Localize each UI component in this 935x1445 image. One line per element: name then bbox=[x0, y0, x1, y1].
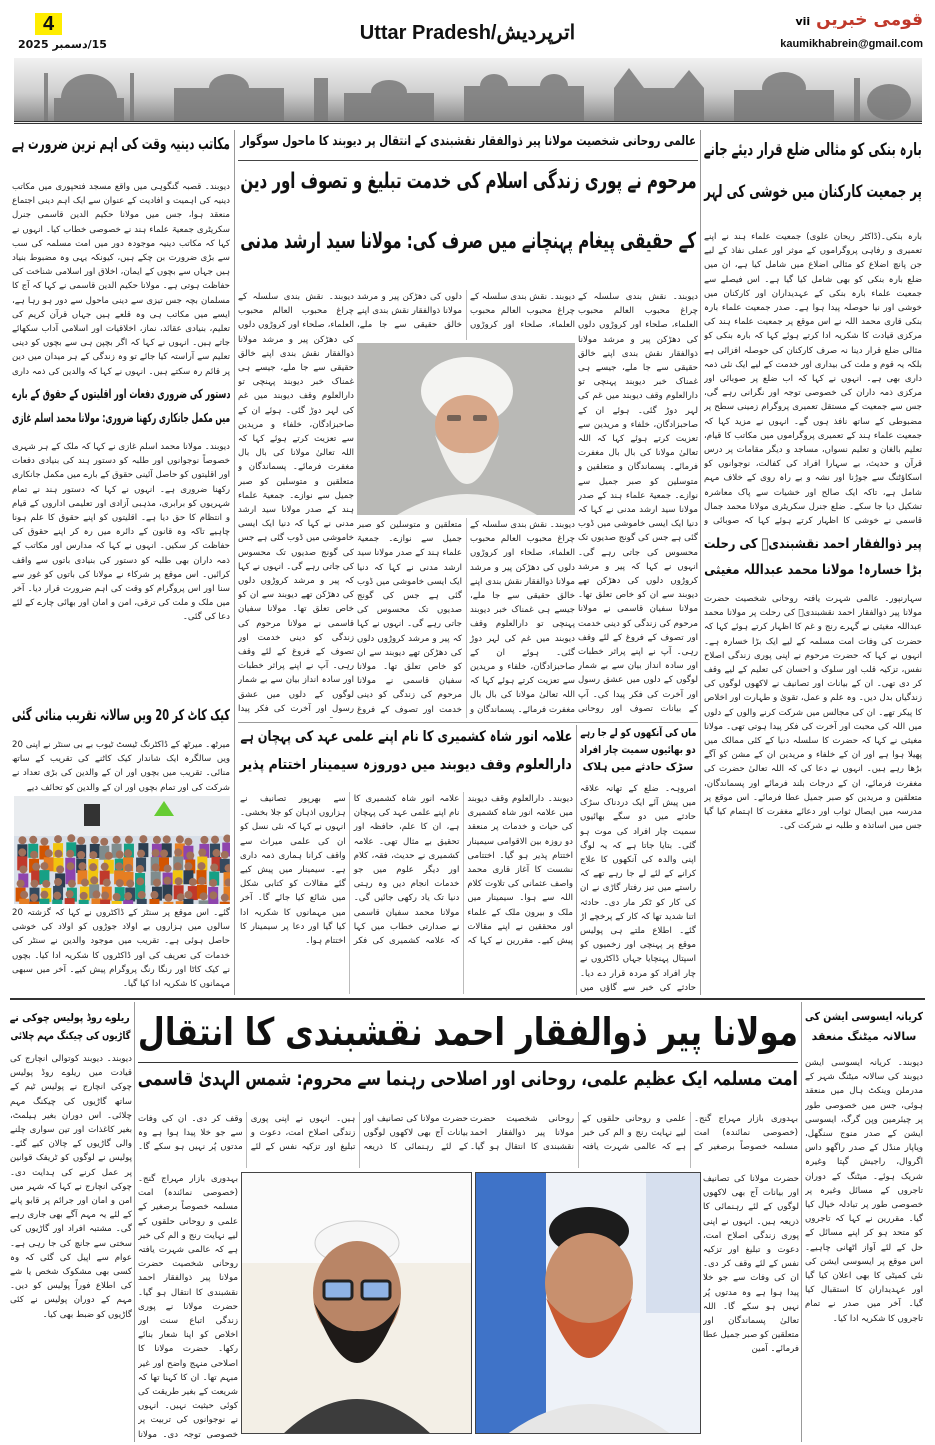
crowd-person-head bbox=[32, 863, 40, 871]
column-rule bbox=[134, 1002, 135, 1442]
crowd-person-body bbox=[199, 900, 209, 904]
crowd-person-head bbox=[189, 878, 197, 886]
event-crowd-photo bbox=[14, 796, 230, 904]
crowd-person-head bbox=[164, 894, 172, 902]
crowd-person-head bbox=[174, 862, 182, 870]
crowd-person-body bbox=[52, 900, 62, 904]
crowd-person-head bbox=[198, 849, 206, 857]
crowd-person-head bbox=[150, 891, 158, 899]
crowd-person-head bbox=[160, 849, 168, 857]
crowd-person-head bbox=[68, 880, 76, 888]
article-body: دیوبند۔ کریانہ ایسوسی ایشن دیوبند کی سالانہ میٹنگ شہر کے مدرملن وینکٹ ہال میں منعقد ہوئی، جس میں خصوصی طور پر چیئرمین وپن گرگ، ایسوسی ایشن کے صدر منوج سنگھل، ویاپار منڈل کے صدر راگھو داس اگروال، راجیش گپتا وغیرہ شریک ہوئے۔ میٹنگ کے دوران تاجروں کے مسائل وغیرہ پر خصوصی طور پر تبادلہ خیال کیا گیا۔ مقررین نے کہا کہ تاجروں کو متحد ہو کر اپنے مسائل کے حل کے لئے آواز اٹھانی چاہیے۔ اس موقع پر ایسوسی ایشن کی نئی کمیٹی کا بھی اعلان کیا گیا اور عہدیداران کا استقبال کیا گیا۔ آخر میں صدر نے تمام تاجروں کا شکریہ ادا کیا۔ bbox=[805, 1058, 923, 1324]
crowd-person-head bbox=[77, 851, 85, 859]
article-body: بہدوری بازار مہراج گنج۔ (خصوصی نمائندہ) امت مسلمہ خصوصاً برصغیر کے علمی و روحانی حلقوں کے لیے نہایت رنج و الم کی خبر ہے کہ عالمی شہرت یافتہ روحانی شخصیت حضرت مولانا پیر ذوالفقار احمد نقشبندی کا انتقال ہو گیا۔ bbox=[470, 1114, 798, 1153]
crowd-person-head bbox=[29, 836, 37, 844]
article-body-continued-right: حضرت مولانا کی تصانیف اور بیانات آج بھی لاکھوں لوگوں کے لئے رہنمائی کا ذریعہ ہیں۔ انہوں نے اپنی پوری زندگی اصلاح امت، دعوت و تبلیغ اور تزکیہ نفس کے لئے وقف کر دی۔ ان کی وفات سے جو خلا پیدا ہوا ہے وہ مدتوں پُر نہیں ہو سکے گا۔ اللہ تعالیٰ پسماندگان اور متعلقین کو صبر جمیل عطا فرمائے۔ آمین bbox=[703, 1174, 799, 1355]
crowd-person-head bbox=[66, 850, 74, 858]
headline-text: سالانہ میٹنگ منعقد bbox=[811, 1030, 917, 1043]
crowd-person-body bbox=[19, 899, 29, 904]
crowd-person-head bbox=[175, 877, 183, 885]
crowd-person-head bbox=[184, 862, 192, 870]
article-body-col1: دیوبند۔ نقش بندی سلسلہ کے چراغ محبوب العالم محبوب العلماء، صلحاء اور کروڑوں دلوں کی دھڑکن پیر و مرشد مولانا ذوالفقار نقش بندی اپنے خالق حقیقی سے جا ملے، جیسے ہی غمناک خبر دیوبند پہنچی تو دارالعلوم وقف دیوبند میں غم کی لہر دوڑ گئی۔ ہوئے ان کے صاحبزادگان، خلفاء و مریدین سے تعزیت کرتے ہوئے کہا کہ اللہ تعالیٰ مولانا کی بال بال مغفرت فرمائے۔ پسماندگان و متعلقین و متوسلین کو صبر جمیل سے نوازے۔ جمعیۃ علماء ہند کے صدر مولانا سید ارشد مدنی نے کہا کہ دنیا ایک ایسی خاموشی میں ڈوب گئی ہے جس کی گونج صدیوں تک محسوس کی جاتی رہے گی۔ انہوں نے کہا کہ پیر و مرشد کروڑوں دلوں کی دھڑکن تھے دیوبند سے ان کو خاص تعلق تھا۔ مولانا سفیان قاسمی نے مولانا مرحوم کی زندگی کو دینی خدمت اور تصوف کے فروغ کے لئے وقف رہی۔ آپ نے اپنے پراثر خطبات اور سادہ انداز بیان سے بے شمار لوگوں کے دلوں میں عشق رسول اور آخرت کی فکر پیدا کی۔ آپ کے بیانات تصوف اور روحانی bbox=[578, 292, 698, 714]
article-body: میرٹھ۔ میرٹھ کے ڈاکٹرنگ ٹیسٹ ٹیوب بے بی سنٹر نے اپنی 20 ویں سالگرہ ایک شاندار کیک کاٹنے کی تقریب کے ساتھ منائی۔ تقریب میں بچوں اور ان کے والدین کی بڑی تعداد نے شرکت کی اور تمام بچوں اور ان کے والدین کو تحائف دیے bbox=[12, 740, 230, 793]
crowd-person-head bbox=[67, 834, 75, 842]
crowd-person-head bbox=[153, 879, 161, 887]
crowd-person-head bbox=[90, 876, 98, 884]
crowd-person-head bbox=[138, 891, 146, 899]
crowd-person-body bbox=[100, 900, 110, 904]
article-body: سہارنپور۔ عالمی شہرت یافتہ روحانی شخصیت حضرت مولانا پیر ذوالفقار احمد نقشبندیؒ کی رحلت پر مولانا محمد عبداللہ مغیثی نے گہرے رنج و غم کا اظہار کرتے ہوئے کہا کہ حضرت کی وفات امت مسلمہ کے لیے ایک بڑا خسارہ ہے۔ انہوں نے کہا کہ حضرت مرحوم نے اپنی پوری زندگی اصلاح نفس، تزکیہ قلب اور سلوک و احسان کی تعلیم کے لیے وقف کر دی تھی۔ ان کے بیانات اور تصانیف نے لاکھوں لوگوں کی زندگیاں بدل دیں۔ وہ علم و عمل، تقویٰ و طہارت اور اخلاص کا پیکر تھے۔ ان کی مجالس میں شرکت کرنے والوں کے دلوں میں اللہ کی محبت اور آخرت کی فکر پیدا ہوتی تھی۔ مولانا مغیثی نے کہا کہ حضرت کا سلسلہ دنیا کے کئی ممالک میں پھیلا ہوا ہے اور ان کے خلفاء و مریدین ان کے مشن کو آگے بڑھا رہے ہیں۔ انہوں نے دعا کی کہ اللہ تعالیٰ حضرت کی مغفرت فرمائے، ان کے درجات بلند فرمائے اور پسماندگان، متعلقین و مریدین کو صبر جمیل عطا فرمائے۔ اس موقع پر مدرسہ میں ایصال ثواب اور دعائے مغفرت کا اہتمام کیا گیا جس میں اساتذہ و طلبہ نے شرکت کی۔ bbox=[704, 594, 922, 832]
crowd-person-head bbox=[103, 879, 111, 887]
headline bbox=[136, 1004, 800, 1060]
headline bbox=[10, 706, 232, 725]
crowd-person-head bbox=[198, 877, 206, 885]
crowd-person-head bbox=[30, 851, 38, 859]
crowd-person-head bbox=[137, 850, 145, 858]
headline-text: کریانہ ایسوسی ایشن کی bbox=[804, 1010, 924, 1023]
crowd-person-head bbox=[210, 864, 218, 872]
headline bbox=[803, 1010, 925, 1024]
logo-text: قومی خبریں bbox=[816, 10, 923, 30]
crowd-person-head bbox=[125, 864, 133, 872]
crowd-person-head bbox=[116, 879, 124, 887]
headline-text: بارہ بنکی کو مثالی ضلع قرار دیئے جانے bbox=[703, 140, 923, 160]
crowd-person-head bbox=[113, 893, 121, 901]
crowd-person-head bbox=[164, 865, 172, 873]
subheadline bbox=[702, 182, 924, 203]
crowd-person-head bbox=[89, 863, 97, 871]
crowd-person-head bbox=[91, 836, 99, 844]
crowd-person-head bbox=[30, 894, 38, 902]
crowd-person-head bbox=[113, 836, 121, 844]
crowd-person-head bbox=[40, 862, 48, 870]
crowd-person-head bbox=[81, 879, 89, 887]
column-rule bbox=[700, 130, 701, 995]
crowd-person-head bbox=[40, 838, 48, 846]
headline bbox=[8, 1012, 132, 1025]
subheadline bbox=[136, 1068, 800, 1092]
article-body: دیوبند۔ مولانا محمد اسلم غازی نے کہا کہ ملک کے ہر شہری خصوصاً نوجوانوں اور طلبہ کو دستور ہند کی بنیادی دفعات اور اقلیتوں کو حاصل آئینی حقوق کے بارے میں مکمل جانکاری رکھنا ضروری ہے۔ انہوں نے کہا کہ دستور ہند نے تمام شہریوں کو برابری، مذہبی آزادی اور تعلیمی اداروں کے قیام و انتظام کا حق دیا ہے۔ اقلیتوں کو اپنے حقوق کا علم ہونا چاہیے تاکہ وہ قانون کے دائرہ میں رہ کر اپنے حقوق کی حفاظت کر سکیں۔ انہوں نے کہا کہ مدارس اور مکاتب کے ذمہ داران بھی طلبہ کو دستور کی بنیادی باتوں سے واقف کرائیں۔ اس موقع پر شرکاء نے مولانا کی باتوں کو غور سے سنا اور اس پروگرام کو وقت کی اہم ضرورت قرار دیا۔ آخر میں ملک و ملت کی ترقی، امن و امان اور بھائی چارے کے لئے دعا کی گئی۔ bbox=[12, 442, 230, 623]
crowd-person-body bbox=[65, 898, 75, 904]
subheadline bbox=[10, 410, 232, 426]
article-body-left: حضرت مولانا کی تصانیف اور بیانات آج بھی لاکھوں لوگوں کے لئے رہنمائی کا ذریعہ ہیں۔ انہوں نے اپنی پوری زندگی اصلاح امت، دعوت و تبلیغ اور تزکیہ نفس کے لئے وقف کر دی۔ ان کی وفات سے جو خلا پیدا ہوا ہے وہ مدتوں پُر نہیں ہو سکے گا۔ bbox=[138, 1114, 468, 1153]
crowd-person-head bbox=[212, 849, 220, 857]
crowd-person-head bbox=[45, 849, 53, 857]
crowd-person-head bbox=[184, 838, 192, 846]
headline bbox=[578, 727, 698, 740]
crowd-person-head bbox=[54, 878, 62, 886]
headline-text: ریلوے روڈ پولیس چوکی نے bbox=[10, 1012, 130, 1024]
crowd-person-head bbox=[152, 849, 160, 857]
crowd-person-body bbox=[137, 899, 147, 904]
headline-line3 bbox=[578, 761, 698, 774]
crowd-person-body bbox=[39, 899, 49, 904]
column-rule bbox=[576, 725, 577, 995]
headline-text: گاڑیوں کی چیکنگ مہم چلائی bbox=[10, 1030, 130, 1042]
article-body: دیوبند۔ دیوبند کوتوالی انچارج کی قیادت میں ریلوے روڈ پولیس چوکی انچارج نے پولیس ٹیم کے ساتھ گاڑیوں کی چیکنگ مہم چلائی۔ اس دوران بغیر ہیلمٹ، بغیر کاغذات اور تین سواری چلنے والی گاڑیوں کے چالان کیے گئے۔ پولیس نے لوگوں کو ٹریفک قوانین پر عمل کرنے کی ہدایت دی۔ چوکی انچارج نے کہا کہ شہر میں امن و امان اور جرائم پر قابو پانے کے لئے یہ مہم آگے بھی جاری رہے گی۔ مشتبہ افراد اور گاڑیوں کی سختی سے جانچ کی جا رہی ہے۔ عوام سے اپیل کی گئی کہ وہ کسی بھی مشکوک شخص یا شے کی اطلاع فوراً پولیس کو دیں۔ مہم کے دوران پولیس نے کئی گاڑیوں کو ضبط بھی کیا۔ bbox=[10, 1054, 132, 1320]
page-number: 4 bbox=[35, 13, 62, 35]
crowd-person-head bbox=[211, 836, 219, 844]
headline bbox=[238, 168, 698, 196]
headline-text: پیر ذوالفقار احمد نقشبندیؒ کی رحلت bbox=[704, 536, 922, 552]
contact-email: kaumikhabrein@gmail.com bbox=[780, 38, 923, 50]
crowd-person-head bbox=[77, 837, 85, 845]
crowd-person-head bbox=[66, 862, 74, 870]
crowd-person-body bbox=[220, 902, 230, 904]
crowd-person-head bbox=[66, 890, 74, 898]
headline-text: ماں کی آنکھوں کو لے جا رہے bbox=[579, 727, 697, 739]
headline-text: سڑک حادثے میں ہلاک bbox=[582, 761, 694, 773]
article-body-col3: دیوبند۔ نقش بندی سلسلہ کے چراغ محبوب العالم محبوب العلماء، صلحاء اور کروڑوں دلوں کی دھڑکن پیر و مرشد مولانا ذوالفقار نقش بندی اپنے خالق حقیقی سے جا ملے، جیسے ہی غمناک خبر دیوبند پہنچی تو دارالعلوم وقف دیوبند میں غم کی لہر دوڑ گئی۔ ہوئے ان کے صاحبزادگان، خلفاء و مریدین سے تعزیت کرتے ہوئے کہا کہ اللہ تعالیٰ مولانا کی بال بال مغفرت فرمائے۔ پسماندگان و متعلقین و متوسلین کو صبر جمیل سے نوازے۔ جمعیۃ علماء ہند کے صدر مولانا سید ارشد مدنی نے کہا کہ دنیا ایک ایسی خاموشی میں ڈوب گئی ہے جس کی گونج صدیوں تک محسوس کی جاتی رہے گی۔ انہوں نے کہا کہ پیر و مرشد کروڑوں دلوں کی دھڑکن تھے دیوبند سے ان کو خاص تعلق تھا۔ مولانا سفیان قاسمی نے مولانا مرحوم کی زندگی کو دینی خدمت اور تصوف کے فروغ کے لئے وقف رہی۔ آپ نے اپنے پراثر خطبات اور سادہ انداز بیان سے بے شمار لوگوں کے دلوں میں عشق رسول اور آخرت کی فکر پیدا bbox=[238, 292, 354, 714]
crowd-person-head bbox=[89, 851, 97, 859]
crowd-person-head bbox=[105, 852, 113, 860]
headline-text: مکاتب دینیہ وقت کی اہم ترین ضرورت ہے bbox=[11, 134, 231, 153]
headline-text: دو بھائیوں سمیت چار افراد bbox=[579, 744, 696, 756]
subheadline bbox=[238, 756, 574, 774]
crowd-person-head bbox=[80, 892, 88, 900]
crowd-person-head bbox=[136, 877, 144, 885]
crowd-person-head bbox=[152, 863, 160, 871]
crowd-person-head bbox=[30, 880, 38, 888]
crowd-person-head bbox=[54, 835, 62, 843]
crowd-person-head bbox=[124, 892, 132, 900]
crowd-person-head bbox=[56, 865, 64, 873]
crowd-person-head bbox=[18, 836, 26, 844]
crowd-person-body bbox=[79, 900, 89, 904]
headline-text: امت مسلمہ ایک عظیم علمی، روحانی اور اصلاحی رہنما سے محروم: شمس الہدیٰ قاسمی bbox=[138, 1068, 798, 1090]
crowd-person-head bbox=[124, 849, 132, 857]
crowd-person-head bbox=[174, 848, 182, 856]
crowd-person-body bbox=[29, 902, 39, 904]
crowd-person-head bbox=[200, 836, 208, 844]
article-body: بارہ بنکی۔(ڈاکٹر ریحان علوی) جمعیت علماء ہند نے اپنے تعمیری و رفاہی پروگراموں کے موثر اور عملی نفاذ کے لیے جن پانچ اضلاع کو مثالی اضلاع میں شامل کیا ہے، ان میں ضلع بارہ بنکی کو بھی شامل کیا گیا ہے۔ اس فیصلے سے جمعیت علماء بارہ بنکی کے عہدیداران اور کارکنان میں خوشی اور نیا حوصلہ پیدا ہوا ہے۔ صدر جمعیت علماء بارہ بنکی قاری محمد اللہ نے اس موقع پر جمعیت علماء ہند کی مرکزی قیادت کا شکریہ ادا کرتے ہوئے کہا کہ بارہ بنکی کو مثالی ضلع قرار دینا نہ صرف کارکنان کی حوصلہ افزائی ہے بلکہ یہ قوم و ملت کی بیداری اور خدمت کے لیے ایک نئی ذمہ داری بھی ہے۔ انہوں نے کہا کہ اب ضلع پر صوبائی اور مرکزی ذمہ داران کی خصوصی توجہ اور نگرانی رہے گی، جس سے جمعیت کے مستقل تعمیری پروگرام زمینی سطح پر مضبوطی کے ساتھ نافذ ہوں گے۔ انہوں نے مزید کہا کہ جمعیت علماء ہند کے تعمیری پروگراموں میں مکاتب کا قیام، تعلیم بالغان و تعلیم نسواں، مساجد و دیگر مقامات پر درس قرآن و حدیث، بے سہارا افراد کی کفالت، نوجوانوں کو اسکاؤٹنگ سے جوڑنا اور نشہ و بے راہ روی کے خلاف مہم شامل ہے، تاکہ ایک صالح اور خشیات سے پاک معاشرہ تشکیل دیا جا سکے۔ ضلع جنرل سکریٹری مولانا محمد جمال قاسمی نے خوشی کا اظہار کرتے ہوئے کہا کہ صوبائی و bbox=[704, 232, 922, 527]
crowd-person-head bbox=[20, 891, 28, 899]
headline-text: پر جمعیت کارکنان میں خوشی کی لہر bbox=[704, 182, 922, 202]
headline-text: دارالعلوم وقف دیوبند میں دوروزہ سیمینار اختتام پذیر bbox=[239, 757, 573, 773]
crowd-person-head bbox=[221, 894, 229, 902]
crowd-person-head bbox=[100, 838, 108, 846]
headline-text: عالمی روحانی شخصیت مولانا پیر ذوالفقار نقشبندی کے انتقال پر دیوبند کا ماحول سوگوار bbox=[240, 134, 696, 149]
crowd-person-head bbox=[176, 835, 184, 843]
crowd-person-body bbox=[208, 899, 218, 904]
crowd-person-body bbox=[123, 900, 133, 904]
crowd-person-body bbox=[183, 899, 193, 904]
kicker-headline bbox=[238, 134, 698, 150]
subheadline bbox=[702, 562, 924, 579]
section-rule bbox=[238, 722, 698, 723]
article-body-continued: بہدوری بازار مہراج گنج۔ (خصوصی نمائندہ) امت مسلمہ خصوصاً برصغیر کے علمی و روحانی حلقوں کے لیے نہایت رنج و الم کی خبر ہے کہ عالمی شہرت یافتہ روحانی شخصیت حضرت مولانا پیر ذوالفقار احمد نقشبندی کا انتقال ہو گیا۔ حضرت مولانا نے پوری زندگی اتباع سنت اور اخلاص کو اپنا شعار بنائے رکھا۔ حضرت مولانا کا اصلاحی منہج واضح اور غیر مبہم تھا۔ ان کا کہنا تھا کہ شریعت کے بغیر طریقت کی کوئی حیثیت نہیں۔ انہوں نے نوجوانوں کی تربیت پر خصوصی توجہ دی۔ مولانا bbox=[138, 1174, 238, 1440]
logo-mark-icon: vii bbox=[795, 15, 811, 28]
crowd-person-body bbox=[163, 902, 173, 904]
crowd-person-head bbox=[53, 892, 61, 900]
crowd-person-head bbox=[101, 863, 109, 871]
crowd-person-head bbox=[116, 851, 124, 859]
crowd-person-head bbox=[18, 848, 26, 856]
column-rule bbox=[801, 1002, 802, 1442]
crowd-person-body bbox=[149, 899, 159, 904]
headline-text: بڑا خسارہ! مولانا محمد عبداللہ مغیثی bbox=[704, 562, 922, 578]
masthead-logo bbox=[795, 10, 923, 30]
subheadline bbox=[238, 228, 698, 256]
maulana-portrait-photo bbox=[357, 343, 575, 515]
crowd-person-head bbox=[163, 835, 171, 843]
crowd-person-head bbox=[209, 879, 217, 887]
crowd-person-head bbox=[153, 836, 161, 844]
crowd-person-head bbox=[40, 891, 48, 899]
crowd-person-head bbox=[54, 850, 62, 858]
crowd-person-head bbox=[163, 877, 171, 885]
crowd-person-head bbox=[221, 851, 229, 859]
headline bbox=[702, 536, 924, 553]
headline-text: دستور کی ضروری دفعات اور اقلیتوں کے حقوق کے بارے bbox=[11, 386, 231, 401]
crowd-person-body bbox=[92, 898, 102, 904]
headline-rule bbox=[138, 1062, 798, 1063]
headline-text: مرحوم نے پوری زندگی اسلام کی خدمت تبلیغ و تصوف اور دین bbox=[239, 169, 697, 194]
banner-skyline-image bbox=[14, 58, 922, 124]
crowd-person-head bbox=[101, 892, 109, 900]
crowd-person-head bbox=[42, 880, 50, 888]
crowd-person-body bbox=[112, 901, 122, 904]
article-body-continued: گئے۔ اس موقع پر سنٹر کے ڈاکٹروں نے کہا کہ گزشتہ 20 سالوں میں ہزاروں بے اولاد جوڑوں کو اولاد کی خوشی حاصل ہوئی ہے۔ تقریب میں موجود والدین نے سنٹر کی خدمات کی تعریف کی اور ڈاکٹروں کا شکریہ ادا کیا۔ بچوں نے کیک کاٹا اور رنگا رنگ پروگرام پیش کیے۔ آخر میں سبھی مہمانوں کا شکریہ ادا کیا گیا۔ bbox=[12, 908, 230, 990]
article-body-col4: دیوبند۔ نقش بندی سلسلہ کے چراغ محبوب العالم محبوب العلماء، صلحاء اور کروڑوں دلوں کی دھڑکن پیر و مرشد مولانا ذوالفقار نقش بندی اپنے خالق حقیقی سے جا ملے، جیسے ہی غمناک خبر دیوبند پہنچی تو دارالعلوم وقف دیوبند میں غم کی لہر دوڑ گئی۔ ہوئے ان کے صاحبزادگان، خلفاء و مریدین سے تعزیت کرتے ہوئے کہا کہ اللہ تعالیٰ مولانا کی بال بال مغفرت فرمائے۔ پسماندگان و متعلقین و متوسلین کو صبر جمیل سے نوازے۔ جمعیۃ علماء ہند کے صدر مولانا سید ارشد مدنی نے کہا کہ دنیا ایک ایسی خاموشی میں ڈوب گئی ہے جس کی گونج صدیوں تک محسوس کی جاتی رہے گی۔ انہوں نے کہا کہ پیر و مرشد کروڑوں دلوں کی دھڑکن تھے دیوبند سے ان کو خاص تعلق تھا۔ مولانا سفیان قاسمی نے مولانا مرحوم کی زندگی کو دینی خدمت اور تصوف کے فروغ bbox=[357, 520, 575, 715]
issue-date: 15/دسمبر 2025 bbox=[18, 38, 107, 51]
headline bbox=[10, 134, 232, 154]
article-body-col2: دیوبند۔ نقش بندی سلسلہ کے چراغ محبوب العالم محبوب العلماء، صلحاء اور کروڑوں دلوں کی دھڑکن پیر و مرشد مولانا ذوالفقار نقش بندی اپنے خالق حقیقی سے جا ملے، bbox=[357, 292, 575, 331]
kicker-rule bbox=[238, 160, 698, 161]
crowd-person-head bbox=[200, 892, 208, 900]
headline-line2 bbox=[578, 744, 698, 757]
peer-zulfiqar-photo bbox=[475, 1172, 701, 1434]
headline-text: کے حقیقی پیغام پہنچانے میں صرف کی: مولانا سید ارشد مدنی bbox=[240, 229, 696, 254]
crowd-person-head bbox=[198, 862, 206, 870]
section-divider bbox=[10, 998, 925, 1000]
article-body: امروہہ۔ ضلع کے تھانہ علاقہ میں پیش آئے ایک دردناک سڑک حادثے میں دو سگے بھائیوں سمیت چار افراد کی موت ہو گئی۔ بتایا جاتا ہے کہ یہ لوگ اپنی والدہ کی آنکھوں کا علاج کرانے کے لئے لے جا رہے تھے کہ راستے میں تیز رفتار گاڑی نے ان کی کار کو ٹکر مار دی۔ حادثہ اتنا شدید تھا کہ کار کے پرخچے اڑ گئے۔ اطلاع ملتے ہی پولیس موقع پر پہنچی اور زخمیوں کو اسپتال پہنچایا جہاں ڈاکٹروں نے چار افراد کو مردہ قرار دے دیا۔ حادثے کی خبر سے گاؤں میں bbox=[580, 784, 696, 993]
subheadline bbox=[8, 1030, 132, 1043]
crowd-person-head bbox=[139, 835, 147, 843]
crowd-person-head bbox=[125, 836, 133, 844]
shamsul-huda-photo bbox=[241, 1172, 472, 1434]
section-title: Uttar Pradesh/اترپردیش bbox=[359, 22, 576, 44]
crowd-person-head bbox=[17, 880, 25, 888]
crowd-person-head bbox=[186, 851, 194, 859]
article-body: دیوبند۔ قصبہ گنگوہی میں واقع مسجد فتحپوری میں مکاتب دینیہ کی اہمیت و افادیت کے عنوان سے ایک اہم دینی اجتماع منعقد ہوا، جس میں مولانا حکیم الدین قاسمی جنرل سکریٹری جمعیۃ علماء ہند نے خصوصی خطاب کیا۔ انہوں نے کہا کہ مکاتب دینیہ موجودہ دور میں امت مسلمہ کی سب سے بڑی ضرورت بن چکے ہیں، کیونکہ یہی وہ مضبوط بنیاد ہیں جہاں سے بچوں کے ایمان، اخلاق اور اسلامی شناخت کی حفاظت ہوتی ہے۔ مولانا حکیم الدین قاسمی نے کہا کہ آج کا مسلمان بچہ جس تیزی سے دینی ماحول سے دور ہو رہا ہے، ایسے میں مکاتب ہی وہ قلعے ہیں جہاں قرآن کریم کی تعلیم، بنیادی عقائد، نماز، اخلاقیات اور اسلامی آداب سکھائے جاتے ہیں۔ انہوں نے کہا کہ اگر بچپن ہی سے بچوں کو دینی تعلیم سے آراستہ کیا جائے تو وہ زندگی کے ہر میدان میں دین پر قائم رہ سکتے ہیں۔ انہوں نے کہا کہ والدین کی ذمہ داری bbox=[12, 182, 230, 377]
headline-text: کیک کاٹ کر 20 ویں سالانہ تقریب منائی گئی bbox=[11, 706, 231, 724]
crowd-person-head bbox=[209, 891, 217, 899]
column-rule bbox=[234, 130, 235, 995]
headline bbox=[702, 140, 924, 161]
headline bbox=[238, 728, 574, 746]
article-body: دیوبند۔ دارالعلوم وقف دیوبند میں علامہ انور شاہ کشمیری کی حیات و خدمات پر منعقد دو روزہ بین الاقوامی سیمینار اختتام پذیر ہو گیا۔ اختتامی نشست کا آغاز قاری محمد واصف عثمانی کی تلاوت کلام اللہ سے ہوا۔ سیمینار میں ملک و بیرون ملک کے علماء اور محققین نے اپنے مقالات پیش کیے۔ مقررین نے کہا کہ علامہ انور شاہ کشمیری کا نام اپنے علمی عہد کی پہچان ہے، ان کا علم، حافظہ اور تحقیق بے مثال تھی۔ علامہ کشمیری نے حدیث، فقہ، کلام اور دیگر علوم میں جو خدمات انجام دیں وہ رہتی دنیا تک یاد رکھی جائیں گی۔ مولانا محمد سفیان قاسمی نے صدارتی خطاب میں کہا کہ علامہ کشمیری کی فکر سے بھرپور تصانیف نے ہزاروں اذہان کو جلا بخشی۔ انہوں نے کہا کہ نئی نسل کو ان کی علمی میراث سے واقف کرانا ہماری ذمہ داری ہے۔ سیمینار میں پیش کیے گئے مقالات کو کتابی شکل میں شائع کیا جائے گا۔ آخر میں مہمانوں کا شکریہ ادا کیا گیا اور دعا پر سیمینار کا اختتام ہوا۔ bbox=[240, 794, 573, 947]
headline-text: مولانا پیر ذوالفقار احمد نقشبندی کا انتقال bbox=[137, 1010, 799, 1054]
crowd-person-head bbox=[78, 862, 86, 870]
headline-text: میں مکمل جانکاری رکھنا ضروری: مولانا محمد اسلم غازی bbox=[11, 410, 231, 425]
crowd-person-head bbox=[184, 891, 192, 899]
crowd-person-head bbox=[126, 880, 134, 888]
crowd-person-head bbox=[93, 890, 101, 898]
subheadline bbox=[803, 1030, 925, 1044]
crowd-person-head bbox=[136, 865, 144, 873]
crowd-person-head bbox=[19, 865, 27, 873]
headline bbox=[10, 386, 232, 402]
headline-text: علامہ انور شاہ کشمیری کا نام اپنے علمی عہد کی پہچان ہے bbox=[240, 729, 572, 745]
crowd-person-head bbox=[115, 862, 123, 870]
